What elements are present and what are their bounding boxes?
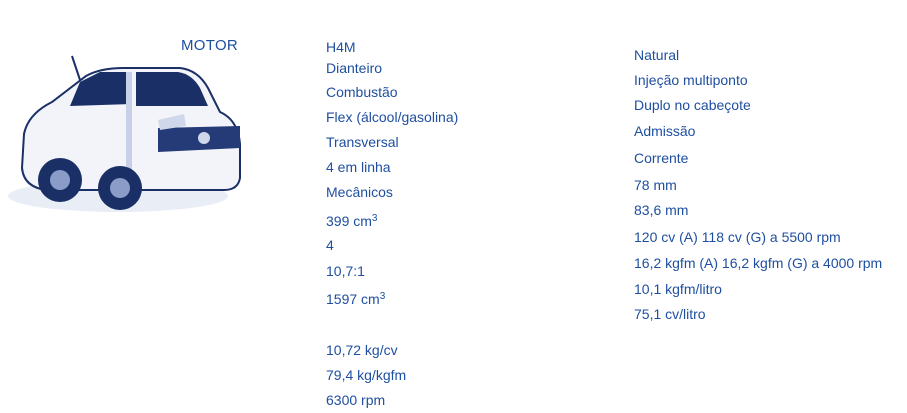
spec-value: Transversal [326,134,399,150]
spec-value: Corrente [634,150,689,166]
spec-value: Dianteiro [326,60,383,76]
section-title-motor: MOTOR [181,37,239,54]
spec-value: Combustão [326,84,398,100]
spec-value: 1597 $cm^3$ [326,291,386,307]
spec-value: Admissão [634,123,696,139]
superscript: 3 [371,213,378,224]
spec-value: 78 mm [634,177,677,193]
spec-value: Mecânicos [326,184,393,200]
spec-value: Natural [634,47,680,63]
spec-value: 83,6 mm [634,202,689,218]
spec-value: 10,7:1 [326,263,365,279]
spec-value: Injeção multiponto [634,72,748,88]
spec-value: 6300 rpm [326,392,386,408]
spec-value: H4M [326,39,356,55]
superscript: 3 [379,291,386,302]
spec-value: 75,1 cv/litro [634,306,706,322]
spec-value: 10,72 kg/cv [326,342,398,358]
spec-value: 120 cv (A) 118 cv (G) a 5500 rpm [634,229,841,245]
spec-value: 4 [326,237,334,253]
spec-value: 399 $cm^3$ [326,213,378,229]
spec-value: Duplo no cabeçote [634,97,751,113]
car-image [8,48,248,218]
spec-value: 4 em linha [326,159,391,175]
spec-value: 79,4 kg/kgfm [326,367,407,383]
spec-value: Flex (álcool/gasolina) [326,109,459,125]
spec-value: 10,1 kgfm/litro [634,281,722,297]
spec-value: 16,2 kgfm (A) 16,2 kgfm (G) a 4000 rpm [634,255,883,271]
